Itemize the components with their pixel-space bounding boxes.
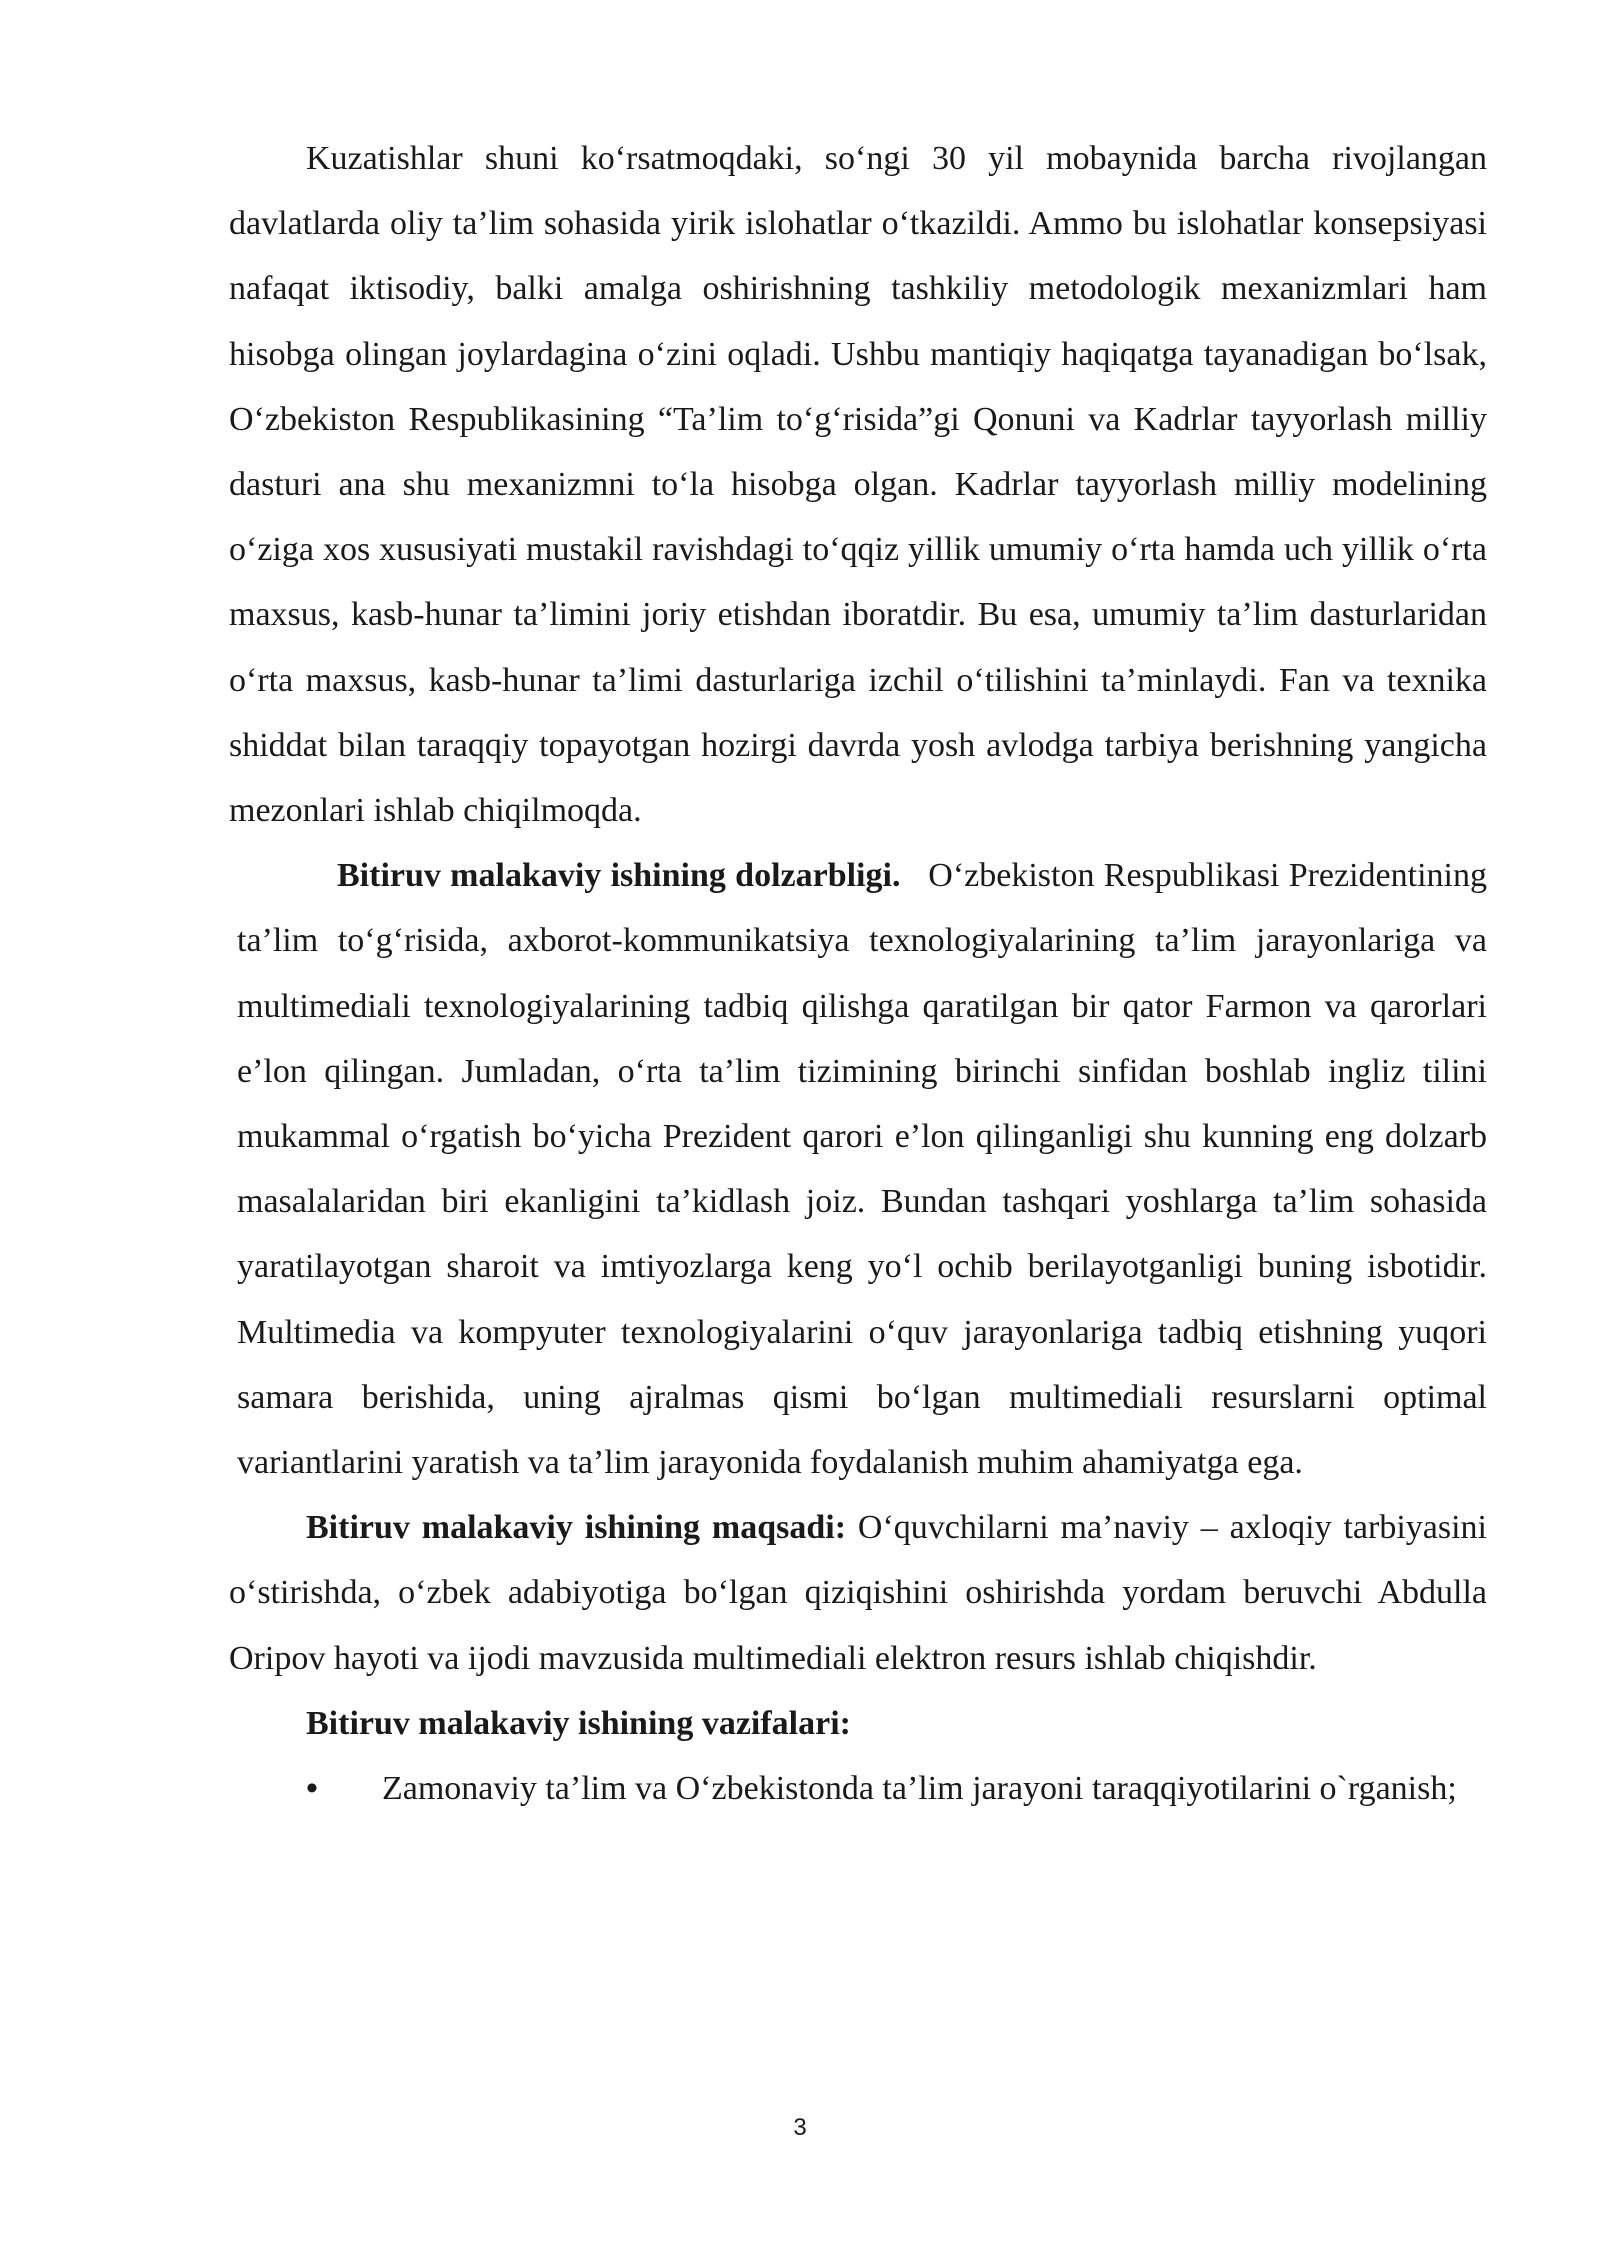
task-list-item: [229, 1756, 1487, 1821]
relevance-text: O‘zbekiston Respublikasi Prezidentining ta’lim to‘g‘risida, axborot-kommunikatsiya texnologiyalarining ta’lim jarayonlariga va multimediali texnologiyalarining tadbiq qilishga qaratilgan bir qator Farmon va qarorlari e’lon qilingan. Jumladan, o‘rta ta’lim tizimining birinchi sinfidan boshlab ingliz tilini mukammal o‘rgatish bo‘yicha Prezident qarori e’lon qilinganligi shu kunning eng dolzarb masalalaridan biri ekanligini ta’kidlash joiz. Bundan tashqari yoshlarga ta’lim sohasida yaratilayotgan sharoit va imtiyozlarga keng yo‘l ochib berilayotganligi buning isbotidir. Multimedia va kompyuter texnologiyalarini o‘quv jarayonlariga tadbiq etishning yuqori samara berishida, uning ajralmas qismi bo‘lgan multimediali resurslarni optimal variantlarini yaratish va ta’lim jarayonida foydalanish muhim ahamiyatga ega.: [237, 857, 1487, 1482]
page-body: [229, 126, 1487, 1821]
goal-paragraph: [229, 1495, 1487, 1691]
relevance-paragraph: [237, 843, 1487, 1495]
task-text: Zamonaviy ta’lim va O‘zbekistonda ta’lim jarayoni taraqqiyotilarini o`rganish;: [382, 1770, 1457, 1808]
intro-paragraph: Kuzatishlar shuni ko‘rsatmoqdaki, so‘ngi 30 yil mobaynida barcha rivojlangan davlatlarda oliy ta’lim sohasida yirik islohatlar o‘tkazildi. Ammo bu islohatlar konsepsiyasi nafaqat iktisodiy, balki amalga oshirishning tashkiliy metodologik mexanizmlari ham hisobga olingan joylardagina o‘zini oqladi. Ushbu mantiqiy haqiqatga tayanadigan bo‘lsak, O‘zbekiston Respublikasining “Ta’lim to‘g‘risida”gi Qonuni va Kadrlar tayyorlash milliy dasturi ana shu mexanizmni to‘la hisobga olgan. Kadrlar tayyorlash milliy modelining o‘ziga xos xususiyati mustakil ravishdagi to‘qqiz yillik umumiy o‘rta hamda uch yillik o‘rta maxsus, kasb-hunar ta’limini joriy etishdan iboratdir. Bu esa, umumiy ta’lim dasturlaridan o‘rta maxsus, kasb-hunar ta’limi dasturlariga izchil o‘tilishini ta’minlaydi. Fan va texnika shiddat bilan taraqqiy topayotgan hozirgi davrda yosh avlodga tarbiya berishning yangicha mezonlari ishlab chiqilmoqda.: [229, 140, 1487, 830]
relevance-heading: Bitiruv malakaviy ishining dolzarbligi.: [337, 857, 901, 895]
tasks-heading: Bitiruv malakaviy ishining vazifalari:: [306, 1704, 851, 1742]
bullet-icon: •: [306, 1770, 318, 1808]
goal-text: O‘quvchilarni ma’naviy – axloqiy tarbiyasini o‘stirishda, o‘zbek adabiyotiga bo‘lgan qiziqishini oshirishda yordam beruvchi Abdulla Oripov hayoti va ijodi mavzusida multimediali elektron resurs ishlab chiqishdir.: [229, 1509, 1487, 1677]
page-number: 3: [793, 2114, 807, 2141]
goal-heading: Bitiruv malakaviy ishining maqsadi:: [306, 1509, 847, 1547]
